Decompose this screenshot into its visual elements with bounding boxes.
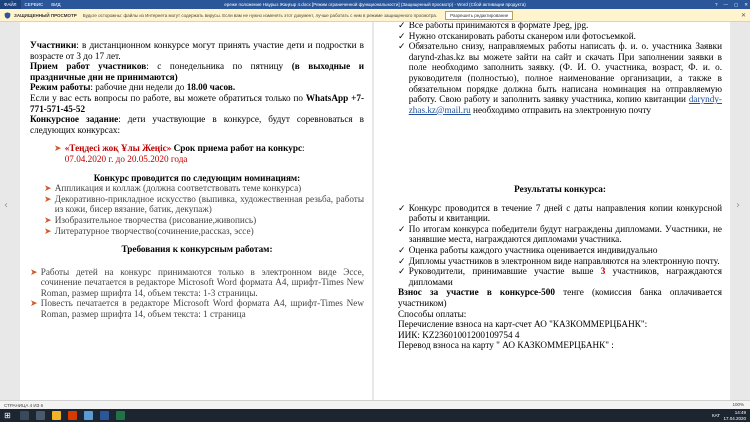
requirements-list [30,267,364,320]
document-title: ереже положение Наурыз Жаңғыр 4.docx [Режим ограниченной функциональности] (Защищенный просмотр) - Word (Сбой активации продукта) [224,2,526,7]
arrow-bullet-icon: ➤ [44,193,52,204]
work-mode-paragraph: Режим работы: рабочие дни недели до 18.00 часов. [30,82,236,93]
window-titlebar [0,0,750,9]
windows-start-icon[interactable]: ⊞ [4,411,11,420]
payment-heading: Способы оплаты: [398,308,467,319]
chevron-right-icon[interactable]: › [736,200,740,211]
chevron-left-icon[interactable]: ‹ [4,200,8,211]
payment-line-1: Перечисление взноса на карт-счет АО "КАЗКОММЕРЦБАНК": [398,319,648,330]
check-bullet-icon: ✓ [398,22,406,30]
search-icon[interactable] [20,411,29,420]
check-bullet-icon: ✓ [398,41,406,52]
list-item: ✓ Нужно отсканировать работы сканером или фотосъемкой. [398,30,636,41]
nominations-list [30,183,364,236]
check-bullet-icon: ✓ [398,244,406,255]
check-bullet-icon: ✓ [398,223,406,234]
payment-line-3: Перевод взноса на карту " АО КАЗКОММЕРЦБАНК" : [398,340,614,351]
close-window-button[interactable]: ✕ [744,2,748,7]
app-icon[interactable] [84,411,93,420]
requirements-heading: Требования к конкурсным работам: [121,244,273,255]
list-item: ✓ Дипломы участников в электронном виде направляются на электронную почту. [398,255,720,266]
arrow-bullet-icon: ➤ [44,225,52,236]
list-item: ➤ Повесть печатается в редакторе Microsoft Word формата А4, шрифт-Times New Roman, размер шрифта 14, объем текста: 1 страница [30,298,364,320]
protected-view-label: ЗАЩИЩЕННЫЙ ПРОСМОТР [14,12,77,18]
file-explorer-icon[interactable] [52,411,61,420]
check-bullet-icon: ✓ [398,202,406,213]
list-item: ✓ Руководители, принимавшие участие выше 3 участников, награждаются дипломами [398,266,723,287]
taskbar [0,409,750,422]
reception-paragraph: Прием работ участников: с понедельника по пятницу (в выходные и праздничные дни не принимаются) [30,61,365,82]
status-bar [0,400,750,409]
list-item: ✓ Обязательно снизу, направляемых работы написать ф. и. о. участника Заявки darynd-zhas.kz вы можете зайти на сайт и скачать При заполнении заявки в поле необходимо заполнить заявку. (Ф. И. О. участника, возраст, Ф. и. о. руководителя (полностью), полное наименование организации, а также в обязательном порядке должна быть написана номинация на отправляемую работу. Свою работу и заполнить заявку участника, копию квитанции daryndy-zhas.kz@mail.ru необходимо отправить на электронную почту [398,41,722,115]
list-item: ✓ По итогам конкурса победители будут награждены дипломами. Участники, не занявшие места, награждаются дипломами участника. [398,223,722,245]
tab-view[interactable]: ВИД [51,2,61,7]
window-controls [715,0,748,9]
arrow-bullet-icon: ➤ [30,266,38,277]
list-item: ✓ Конкурс проводится в течение 7 дней с даты направления копии конкурсной работы и квитанции. [398,202,722,224]
arrow-bullet-icon: ➤ [30,298,38,309]
fee-paragraph: Взнос за участие в конкурсе-500 тенге (комиссия банка оплачивается участником) [398,287,722,308]
nominations-heading: Конкурс проводится по следующим номинациям: [93,172,301,183]
list-item: ➤ Изобразительное творчества (рисование,живопись) [44,214,257,225]
protected-view-bar [0,9,750,22]
payment-line-2: ИИК: KZ23601001200109754 4 [398,329,520,340]
document-area[interactable] [0,22,750,400]
page-count: СТРАНИЦА 4 ИЗ 6 [4,402,44,408]
list-item: ✓ Все работы принимаются в формате Jpeg, jpg. [398,22,589,30]
contest-item: ➤ «Теңдесі жоқ Ұлы Жеңіс» Срок приема работ на конкурс: 07.04.2020 г. до 20.05.2020 года [54,143,305,164]
check-bullet-icon: ✓ [398,30,406,41]
email-link[interactable]: daryndy-zhas.kz@mail.ru [408,94,722,115]
arrow-bullet-icon: ➤ [44,183,52,194]
browser-icon[interactable] [68,411,77,420]
list-item: ➤ Литературное творчество(сочинение,рассказ, эссе) [44,225,254,236]
maximize-button[interactable]: ▢ [733,2,739,7]
left-column [30,40,364,320]
help-button[interactable]: ? [714,2,718,7]
protected-view-message: Будьте осторожны: файлы из Интернета могут содержать вирусы. Если вам не нужно изменять этот документ, лучше работать с ним в режиме защищенного просмотра. [82,12,438,18]
language-indicator[interactable]: КАТ [711,413,720,418]
shield-icon [4,12,11,19]
tab-file[interactable]: ФАЙЛ [0,0,21,9]
close-icon[interactable]: ✕ [740,13,746,19]
tab-service[interactable]: СЕРВИС [24,2,44,7]
page-left [20,22,372,400]
zoom-level[interactable]: 100% [732,402,744,407]
excel-icon[interactable] [116,411,125,420]
minimize-button[interactable]: — [723,2,728,7]
check-bullet-icon: ✓ [398,255,406,266]
list-item: ✓ Оценка работы каждого участника оценивается индивидуально [398,244,658,255]
enable-editing-button[interactable]: Разрешить редактирование [445,11,513,20]
list-item: ➤ Работы детей на конкурс принимаются только в электронном виде Эссе, сочинение печатается в редакторе Microsoft Word формата А4, шрифт-Times New Roman, размер шрифта 14, объем текста: 1-3 страницы. [30,266,364,298]
list-item: ➤ Декоративно-прикладное искусство (выпивка, художественная резьба, работы из кожи, бисер вязание, батик, декупаж) [44,193,364,215]
task-view-icon[interactable] [36,411,45,420]
clock[interactable]: 14:49 17.04.2020 [723,410,746,421]
participants-paragraph: Участники: в дистанционном конкурсе могут принять участие дети и подростки в возрасте от 3 до 17 лет. [30,40,364,61]
right-column [398,22,722,115]
list-item: ➤ Аппликация и коллаж (должна соответствовать теме конкурса) [44,183,302,194]
questions-paragraph: Если у вас есть вопросы по работе, вы можете обратиться только по WhatsApp +7-771-571-45-52 [30,92,364,114]
arrow-bullet-icon: ➤ [54,143,62,154]
page-right [374,22,730,400]
word-icon[interactable] [100,411,109,420]
results-heading: Результаты конкурса: [514,184,606,194]
right-column-lower [398,184,722,351]
task-paragraph: Конкурсное задание: дети участвующие в конкурсе, будут соревноваться в следующих конкурсах: [30,114,364,135]
check-bullet-icon: ✓ [398,266,406,277]
arrow-bullet-icon: ➤ [44,214,52,225]
